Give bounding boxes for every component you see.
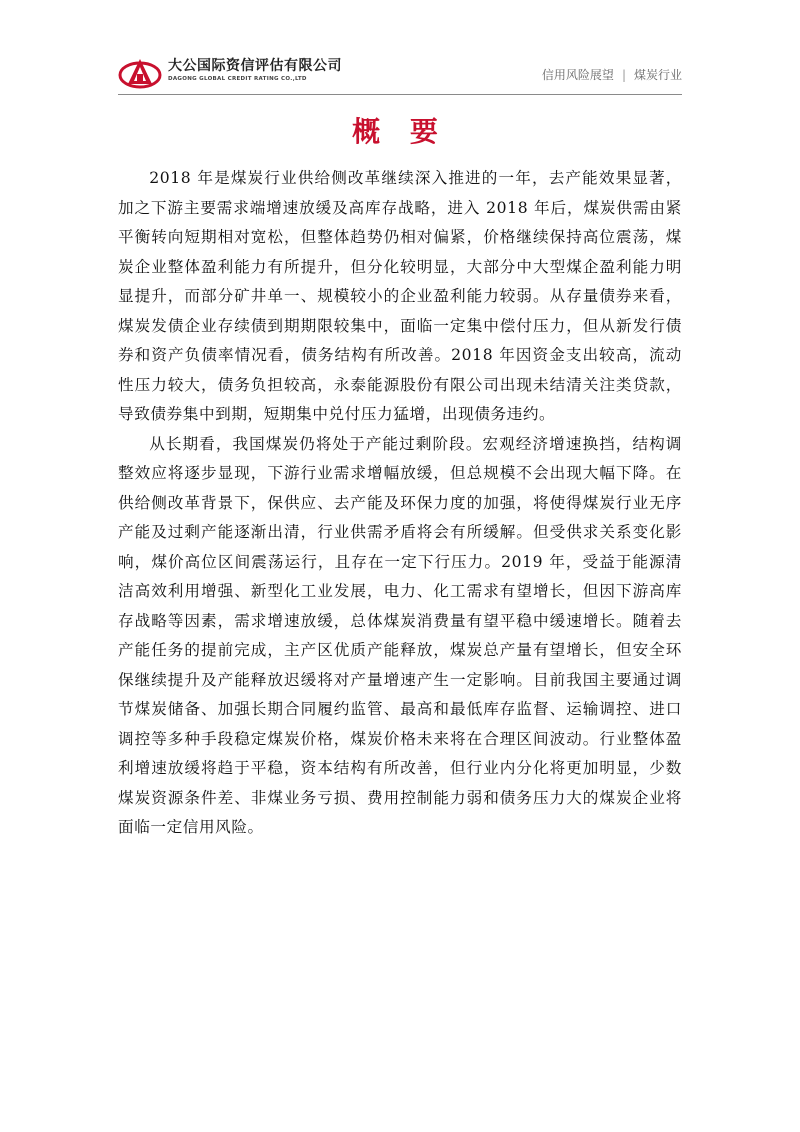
summary-paragraph-1: 2018 年是煤炭行业供给侧改革继续深入推进的一年，去产能效果显著，加之下游主要需求端增速放缓及高库存战略，进入 2018 年后，煤炭供需由紧平衡转向短期相对宽松，但整体趋势仍相对偏紧，价格继续保持高位震荡，煤炭企业整体盈利能力有所提升，但分化较明显，大部分中大型煤企盈利能力明显提升，而部分矿井单一、规模较小的企业盈利能力较弱。从存量债券来看，煤炭发债企业存续债到期期限较集中，面临一定集中偿付压力，但从新发行债券和资产负债率情况看，债务结构有所改善。2018 年因资金支出较高，流动性压力较大，债务负担较高，永泰能源股份有限公司出现未结清关注类贷款，导致债券集中到期，短期集中兑付压力猛增，出现债务违约。: [118, 169, 682, 423]
company-name: [168, 57, 342, 83]
header-separator: |: [621, 68, 626, 82]
company-name-en: DAGONG GLOBAL CREDIT RATING CO.,LTD: [168, 76, 307, 82]
industry-label: 煤炭行业: [633, 68, 682, 82]
header-divider: [118, 94, 682, 95]
report-type: 信用风险展望: [541, 68, 614, 82]
page-header: [118, 52, 682, 92]
summary-paragraph-2: 从长期看，我国煤炭仍将处于产能过剩阶段。宏观经济增速换挡，结构调整效应将逐步显现，下游行业需求增幅放缓，但总规模不会出现大幅下降。在供给侧改革背景下，保供应、去产能及环保力度的加强，将使得煤炭行业无序产能及过剩产能逐渐出清，行业供需矛盾将会有所缓解。但受供求关系变化影响，煤价高位区间震荡运行，且存在一定下行压力。2019 年，受益于能源清洁高效利用增强、新型化工业发展，电力、化工需求有望增长，但因下游高库存战略等因素，需求增速放缓，总体煤炭消费量有望平稳中缓速增长。随着去产能任务的提前完成，主产区优质产能释放，煤炭总产量有望增长，但安全环保继续提升及产能释放迟缓将对产量增速产生一定影响。目前我国主要通过调节煤炭储备、加强长期合同履约监管、最高和最低库存监督、运输调控、进口调控等多种手段稳定煤炭价格，煤炭价格未来将在合理区间波动。行业整体盈利增速放缓将趋于平稳，资本结构有所改善，但行业内分化将更加明显，少数煤炭资源条件差、非煤业务亏损、费用控制能力弱和债务压力大的煤炭企业将面临一定信用风险。: [118, 434, 682, 836]
page-title: 概 要: [352, 115, 448, 148]
summary-body: [118, 164, 682, 843]
company-name-cn: 大公国际资信评估有限公司: [168, 58, 342, 74]
report-tag: [542, 66, 682, 83]
dagong-logo-icon: [118, 56, 162, 90]
